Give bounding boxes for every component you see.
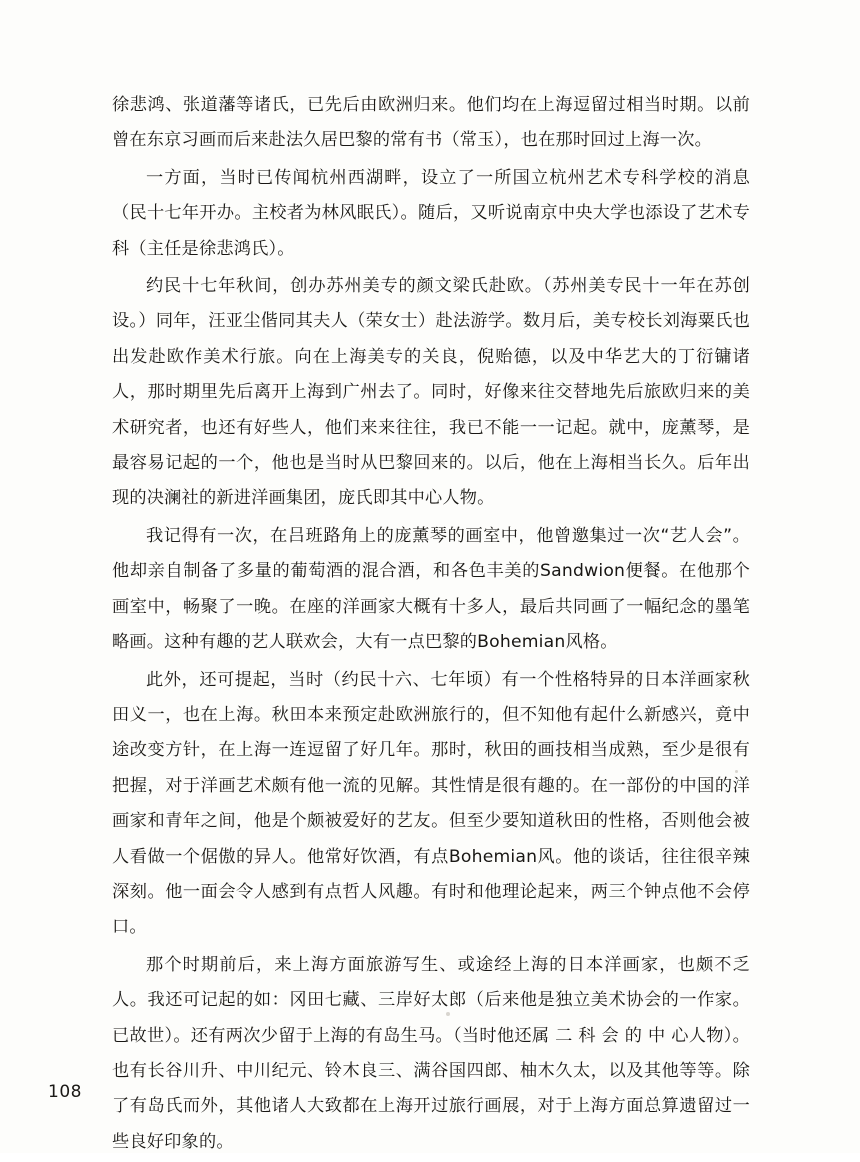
body-text-column bbox=[112, 88, 750, 1162]
paragraph-6: 那个时期前后，来上海方面旅游写生、或途经上海的日本洋画家，也颇不乏人。我还可记起的如：冈田七藏、三岸好太郎（后来他是独立美术协会的一作家。已故世）。还有两次少留于上海的有岛生马。（当时他还属 二 科 会 的 中 心人物）。也有长谷川升、中川纪元、铃木良三、满谷国四郎、柚木久太，以及其他等等。除了有岛氏而外，其他诸人大致都在上海开过旅行画展，对于上海方面总算遗留过一些良好印象的。 bbox=[112, 954, 750, 1152]
paragraph-2: 一方面，当时已传闻杭州西湖畔，设立了一所国立杭州艺术专科学校的消息（民十七年开办。主校者为林风眠氏）。随后，又听说南京中央大学也添设了艺术专科（主任是徐悲鸿氏）。 bbox=[112, 167, 750, 259]
paragraph-3: 约民十七年秋间，创办苏州美专的颜文梁氏赴欧。（苏州美专民十一年在苏创设。）同年，汪亚尘偕同其夫人（荣女士）赴法游学。数月后，美专校长刘海粟氏也出发赴欧作美术行旅。向在上海美专的关良，倪贻德，以及中华艺大的丁衍镛诸人，那时期里先后离开上海到广州去了。同时，好像来往交替地先后旅欧归来的美术研究者，也还有好些人，他们来来往往，我已不能一一记起。就中，庞薰琴，是最容易记起的一个，他也是当时从巴黎回来的。以后，他在上海相当长久。后年出现的决澜社的新进洋画集团，庞氏即其中心人物。 bbox=[112, 276, 750, 509]
paragraph-1: 徐悲鸿、张道藩等诸氏，已先后由欧洲归来。他们均在上海逗留过相当时期。以前曾在东京习画而后来赴法久居巴黎的常有书（常玉），也在那时回过上海一次。 bbox=[112, 95, 750, 151]
paragraph-4: 我记得有一次，在吕班路角上的庞薰琴的画室中，他曾邀集过一次“艺人会”。他却亲自制备了多量的葡萄酒的混合酒，和各色丰美的Sandwion便餐。在他那个画室中，畅聚了一晚。在座的洋画家大概有十多人，最后共同画了一幅纪念的墨笔略画。这种有趣的艺人联欢会，大有一点巴黎的Bohemian风格。 bbox=[112, 525, 750, 653]
page-number: 108 bbox=[48, 1082, 82, 1102]
paragraph-5: 此外，还可提起，当时（约民十六、七年顷）有一个性格特异的日本洋画家秋田义一，也在上海。秋田本来预定赴欧洲旅行的，但不知他有起什么新感兴，竟中途改变方针，在上海一连逗留了好几年。那时，秋田的画技相当成熟，至少是很有把握，对于洋画艺术颇有他一流的见解。其性情是很有趣的。在一部份的中国的洋画家和青年之间，他是个颇被爱好的艺友。但至少要知道秋田的性格，否则他会被人看做一个倨傲的异人。他常好饮酒，有点Bohemian风。他的谈话，往往很辛辣深刻。他一面会令人感到有点哲人风趣。有时和他理论起来，两三个钟点他不会停口。 bbox=[112, 669, 750, 938]
